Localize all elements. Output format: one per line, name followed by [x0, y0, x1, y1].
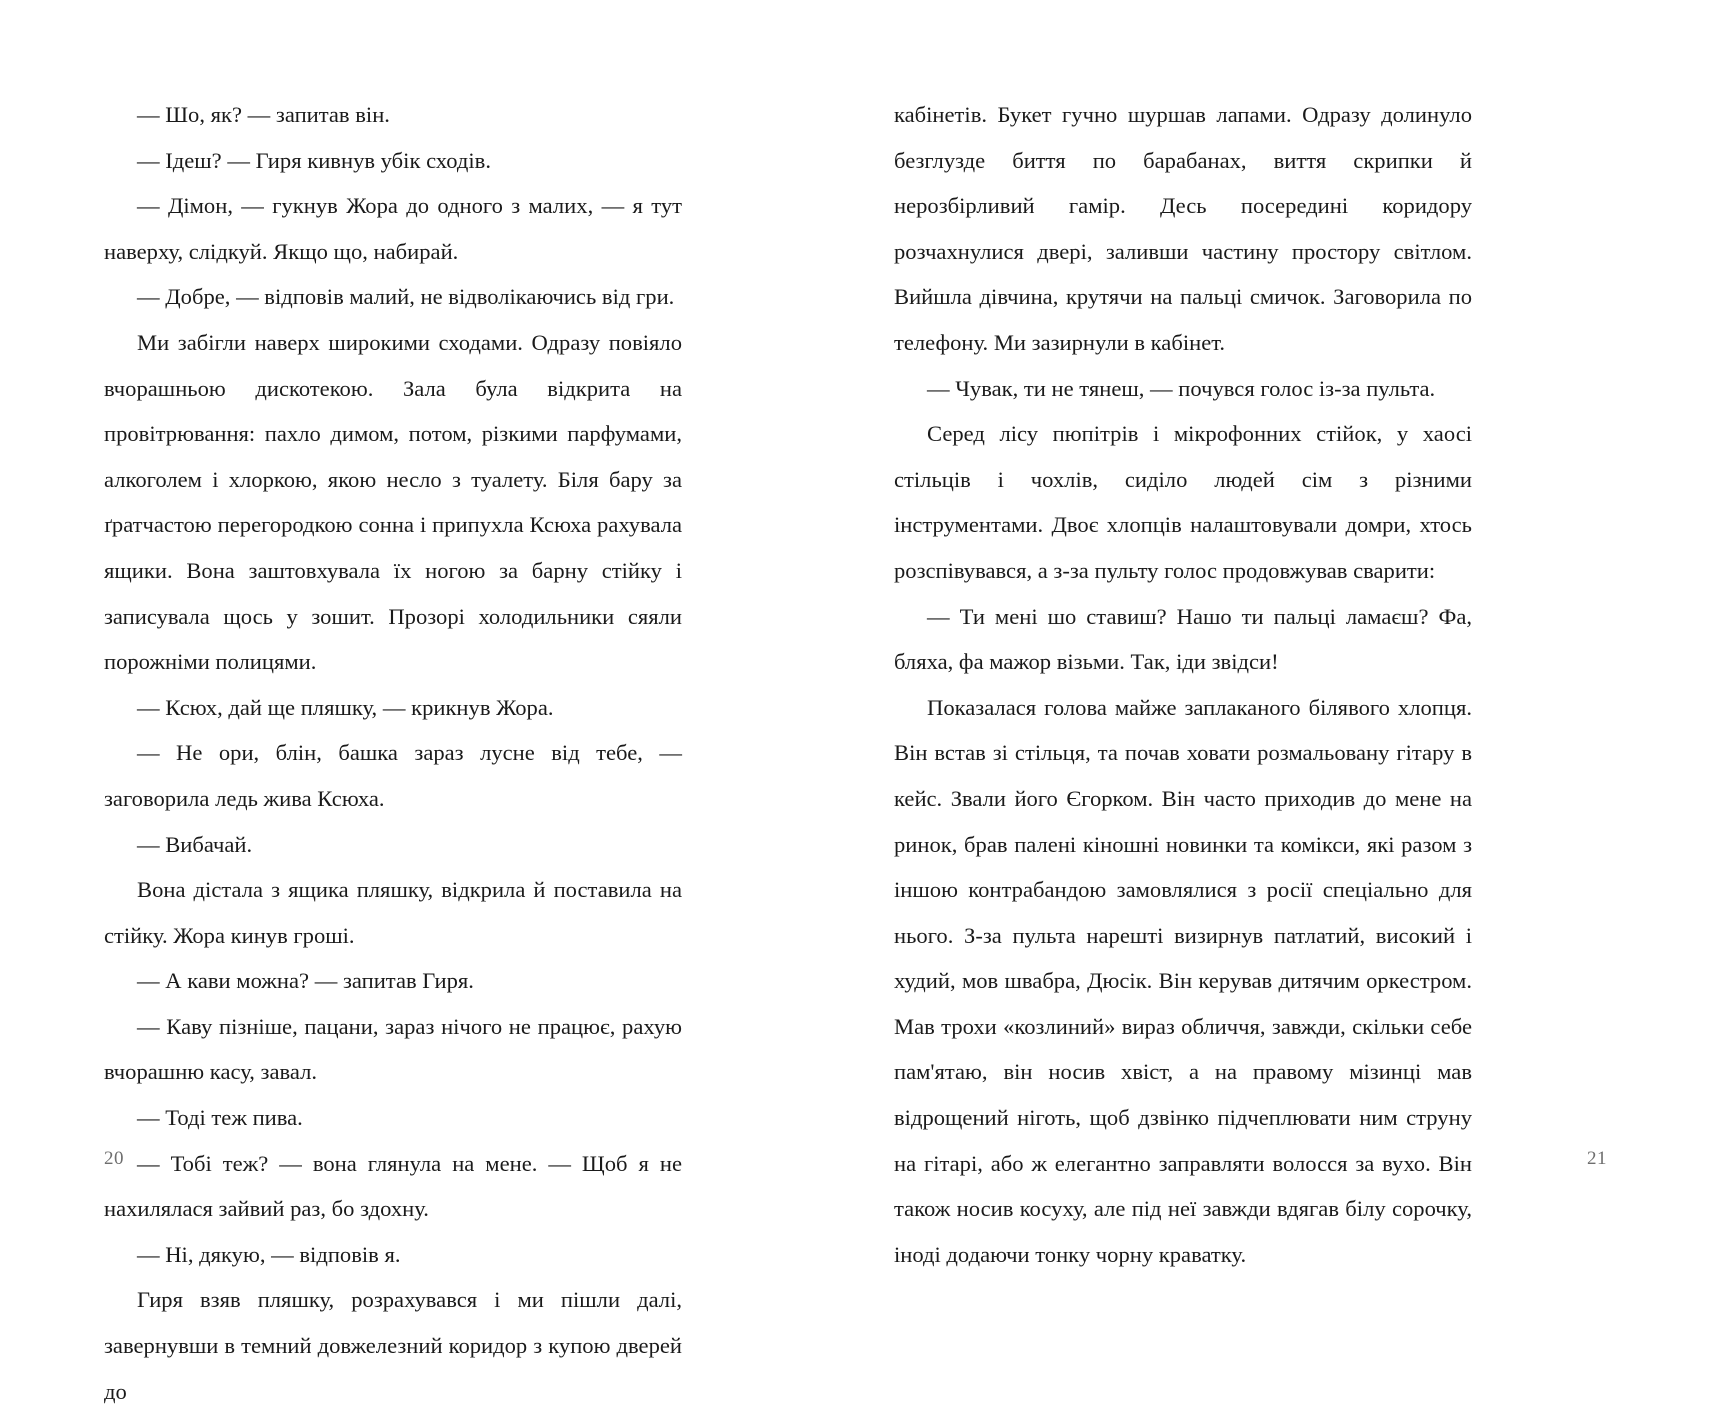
- paragraph: — Каву пізніше, пацани, зараз нічого не працює, рахую вчорашню касу, завал.: [104, 1013, 682, 1085]
- page-number-left: 20: [104, 1148, 124, 1169]
- paragraph: — Добре, — відповів малий, не відволікаючись від гри.: [137, 284, 675, 310]
- right-page-text-column: [894, 92, 1472, 1277]
- left-page-text-column: [104, 92, 682, 1414]
- page-number-right: 21: [1587, 1148, 1607, 1169]
- paragraph: — Тобі теж? — вона глянула на мене. — Щоб я не нахилялася зайвий раз, бо здохну.: [104, 1150, 682, 1222]
- paragraph: — Чувак, ти не тянеш, — почувся голос із-за пульта.: [927, 375, 1436, 401]
- page-left: [0, 0, 856, 1404]
- paragraph: — Ти мені шо ставиш? Нашо ти пальці ламаєш? Фа, бляха, фа мажор візьми. Так, іди звідси!: [894, 603, 1472, 675]
- paragraph: — Вибачай.: [137, 831, 253, 857]
- paragraph: — Шо, як? — запитав він.: [137, 102, 390, 127]
- paragraph: Показалася голова майже заплаканого білявого хлопця. Він встав зі стільця, та почав ховати розмальовану гітару в кейс. Звали його Єгорком. Він часто приходив до мене на ринок, брав палені кіношні новинки та комікси, які разом з іншою контрабандою замовлялися з росії спеціально для нього. З-за пульта нарешті визирнув патлатий, високий і худий, мов швабра, Дюсік. Він керував дитячим оркестром. Мав трохи «козлиний» вираз обличчя, завжди, скільки себе пам'ятаю, він носив хвіст, а на правому мізинці мав відрощений ніготь, щоб дзвінко підчеплювати ним струну на гітарі, або ж елегантно заправляти волосся за вухо. Він також носив косуху, але під неї завжди вдягав білу сорочку, іноді додаючи тонку чорну краватку.: [894, 694, 1472, 1267]
- paragraph: Серед лісу пюпітрів і мікрофонних стійок, у хаосі стільців і чохлів, сиділо людей сім з різними інструментами. Двоє хлопців налаштовували домри, хтось розспівувався, а з-за пульту голос продовжував сварити:: [894, 421, 1472, 583]
- paragraph: — Ідеш? — Гиря кивнув убік сходів.: [137, 147, 491, 173]
- paragraph: Вона дістала з ящика пляшку, відкрила й поставила на стійку. Жора кинув гроші.: [104, 877, 682, 948]
- paragraph: кабінетів. Букет гучно шуршав лапами. Одразу долинуло безглузде биття по барабанах, виття скрипки й нерозбірливий гамір. Десь посередині коридору розчахнулися двері, заливши частину простору світлом. Вийшла дівчина, крутячи на пальці смичок. Заговорила по телефону. Ми зазирнули в кабінет.: [894, 102, 1472, 355]
- paragraph: — Ні, дякую, — відповів я.: [137, 1241, 401, 1267]
- paragraph: — А кави можна? — запитав Гиря.: [137, 968, 474, 994]
- paragraph: Ми забігли наверх широкими сходами. Одразу повіяло вчорашньою дискотекою. Зала була відкрита на провітрювання: пахло димом, потом, різкими парфумами, алкоголем і хлоркою, якою несло з туалету. Біля бару за ґратчастою перегородкою сонна і припухла Ксюха рахувала ящики. Вона заштовхувала їх ногою за барну стійку і записувала щось у зошит. Прозорі холодильники сяяли порожніми полицями.: [104, 329, 682, 675]
- page-right: [856, 0, 1712, 1267]
- paragraph: — Дімон, — гукнув Жора до одного з малих, — я тут наверху, слідкуй. Якщо що, набирай.: [104, 193, 682, 264]
- paragraph: — Ксюх, дай ще пляшку, — крикнув Жора.: [137, 694, 554, 720]
- paragraph: — Тоді теж пива.: [137, 1105, 303, 1131]
- paragraph: Гиря взяв пляшку, розрахувався і ми пішли далі, завернувши в темний довжелезний коридор з купою дверей до: [104, 1287, 682, 1404]
- paragraph: — Не ори, блін, башка зараз лусне від тебе, — заговорила ледь жива Ксюха.: [104, 740, 682, 811]
